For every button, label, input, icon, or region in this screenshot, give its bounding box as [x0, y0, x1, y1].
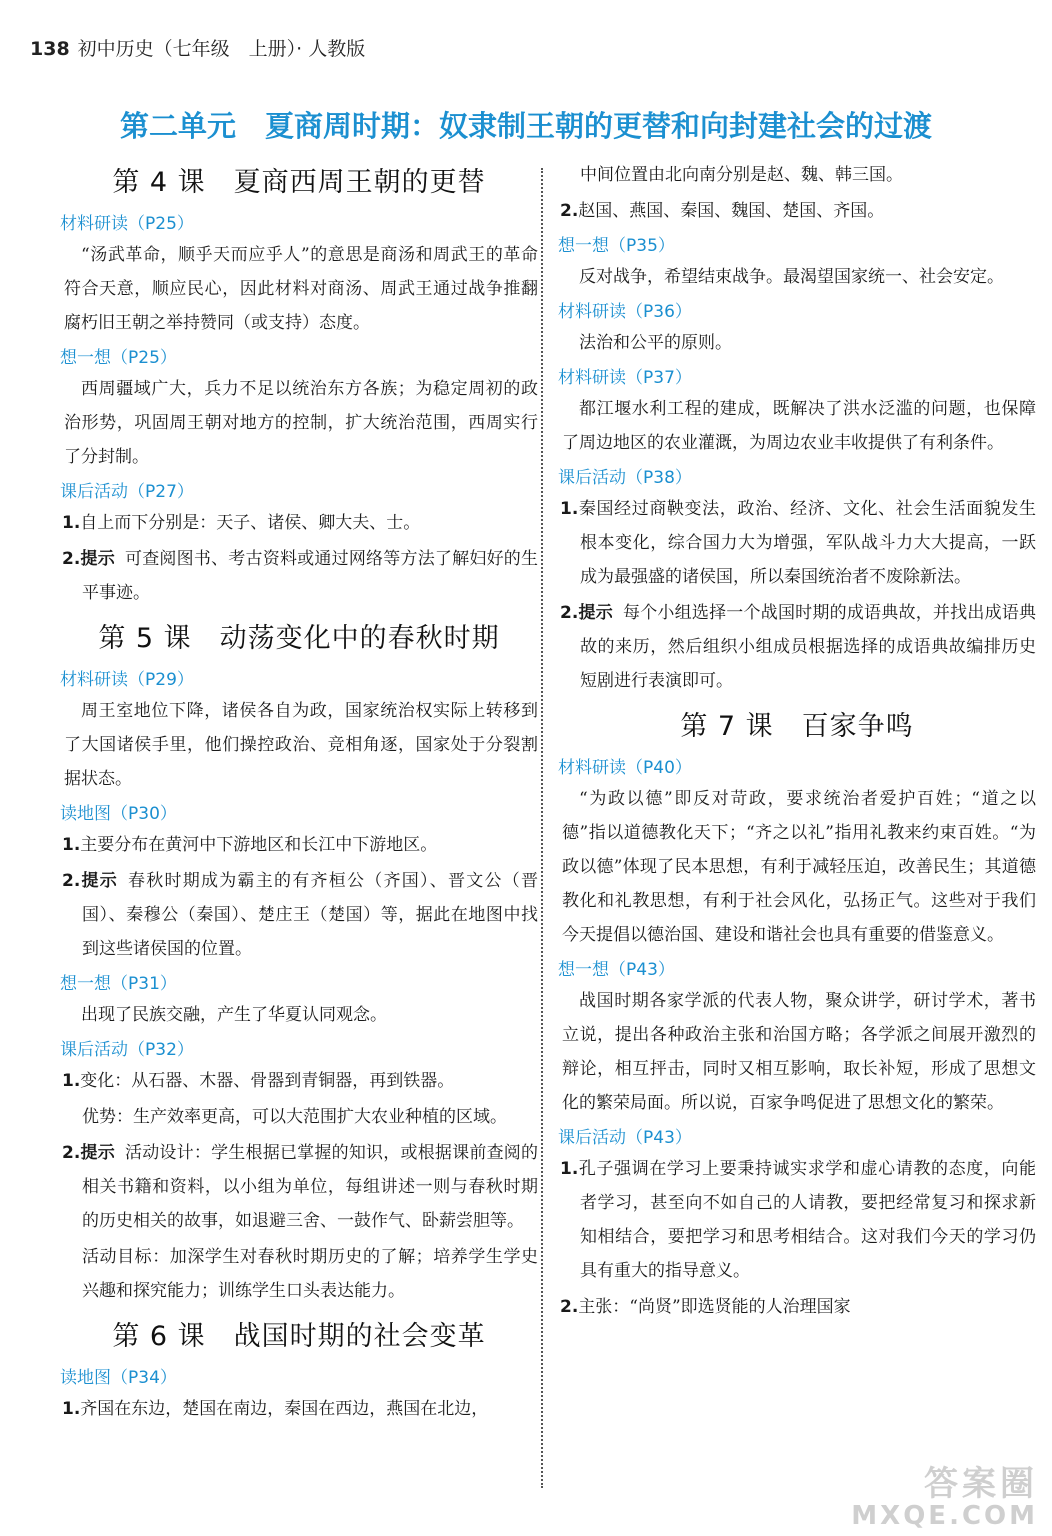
- watermark-text: 答案圈: [924, 1464, 1038, 1505]
- tip-label: 提示: [578, 603, 613, 623]
- answer-paragraph: “为政以德”即反对苛政，要求统治者爱护百姓；“道之以德”指以道德教化天下；“齐之以礼”指用礼教来约束百姓。“为政以德”体现了民本思想，有利于减轻压迫，改善民生；其道德教化和礼教思想，有利于社会风化，弘扬正气。这些对于我们今天提倡以德治国、建设和谐社会也具有重要的借鉴意义。: [562, 789, 1036, 945]
- item-number: 2.: [560, 603, 579, 623]
- item-text: 活动设计：学生根据已掌握的知识，或根据课前查阅的相关书籍和资料，以小组为单位，每组讲述一则与春秋时期的历史相关的故事，如退避三舍、一鼓作气、卧薪尝胆等。: [82, 1143, 539, 1231]
- section-heading: 想一想（P35）: [558, 236, 675, 256]
- item-text: 自上而下分别是：天子、诸侯、卿大夫、士。: [80, 513, 421, 533]
- watermark-logo: [851, 1464, 1038, 1531]
- answer-paragraph: 西周疆域广大，兵力不足以统治东方各族；为稳定周初的政治形势，巩固周王朝对地方的控制，扩大统治范围，西周实行了分封制。: [64, 379, 538, 467]
- section-heading: 课后活动（P32）: [60, 1040, 194, 1060]
- item-continuation: 优势：生产效率更高，可以大范围扩大农业种植的区域。: [82, 1107, 507, 1127]
- lesson-5-title: 第 5 课 动荡变化中的春秋时期: [98, 623, 500, 654]
- item-text: 齐国在东边，楚国在南边，秦国在西边，燕国在北边，: [80, 1399, 489, 1419]
- answer-item: [60, 542, 538, 610]
- answer-item: [558, 1152, 1036, 1288]
- section-heading: 材料研读（P37）: [558, 368, 692, 388]
- lesson-7-title: 第 7 课 百家争鸣: [680, 711, 914, 742]
- item-text: 赵国、燕国、秦国、魏国、楚国、齐国。: [578, 201, 885, 221]
- answer-item: [60, 1064, 538, 1098]
- answer-paragraph: 都江堰水利工程的建成，既解决了洪水泛滥的问题，也保障了周边地区的农业灌溉，为周边农业丰收提供了有利条件。: [562, 399, 1036, 453]
- answer-item: [558, 596, 1036, 698]
- item-number: 1.: [560, 499, 579, 519]
- left-column: [60, 158, 538, 1428]
- item-text: 主张：“尚贤”即选贤能的人治理国家: [578, 1297, 851, 1317]
- item-number: 2.: [560, 201, 579, 221]
- section-heading: 课后活动（P27）: [60, 482, 194, 502]
- section-heading: 课后活动（P38）: [558, 468, 692, 488]
- section-heading: 材料研读（P29）: [60, 670, 194, 690]
- answer-item: [60, 864, 538, 966]
- lesson-4-title: 第 4 课 夏商西周王朝的更替: [112, 167, 486, 198]
- item-number: 2.: [62, 871, 81, 891]
- item-text: 秦国经过商鞅变法，政治、经济、文化、社会生活面貌发生根本变化，综合国力大为增强，军队战斗力大大提高，一跃成为最强盛的诸侯国，所以秦国统治者不废除新法。: [578, 499, 1036, 587]
- answer-item: [60, 1392, 538, 1426]
- lesson-6-title: 第 6 课 战国时期的社会变革: [112, 1321, 486, 1352]
- page-header: [30, 34, 365, 61]
- item-text: 可查阅图书、考古资料或通过网络等方法了解妇好的生平事迹。: [82, 549, 539, 603]
- item-number: 1.: [62, 1071, 81, 1091]
- page-number: 138: [30, 38, 70, 60]
- answer-paragraph: 出现了民族交融，产生了华夏认同观念。: [81, 1005, 387, 1025]
- answer-paragraph: 法治和公平的原则。: [579, 333, 732, 353]
- item-number: 1.: [62, 1399, 81, 1419]
- answer-paragraph: 周王室地位下降，诸侯各自为政，国家统治权实际上转移到了大国诸侯手里，他们操控政治、竞相角逐，国家处于分裂割据状态。: [64, 701, 538, 789]
- section-heading: 课后活动（P43）: [558, 1128, 692, 1148]
- section-heading: 材料研读（P40）: [558, 758, 692, 778]
- item-number: 2.: [62, 549, 81, 569]
- section-heading: 读地图（P30）: [60, 804, 177, 824]
- answer-item: [558, 492, 1036, 594]
- section-heading: 材料研读（P36）: [558, 302, 692, 322]
- item-number: 1.: [62, 835, 81, 855]
- answer-paragraph: 战国时期各家学派的代表人物，聚众讲学，研讨学术，著书立说，提出各种政治主张和治国方略；各学派之间展开激烈的辩论，相互抨击，同时又相互影响，取长补短，形成了思想文化的繁荣局面。所以说，百家争鸣促进了思想文化的繁荣。: [562, 991, 1036, 1113]
- section-heading: 想一想（P31）: [60, 974, 177, 994]
- column-divider: [541, 168, 543, 1488]
- watermark-url: MXQE.COM: [851, 1500, 1038, 1531]
- section-heading: 材料研读（P25）: [60, 214, 194, 234]
- item-number: 1.: [62, 513, 81, 533]
- item-number: 2.: [62, 1143, 81, 1163]
- item-text: 主要分布在黄河中下游地区和长江中下游地区。: [80, 835, 438, 855]
- book-title: 初中历史（七年级 上册）· 人教版: [77, 38, 366, 60]
- item-text: 春秋时期成为霸主的有齐桓公（齐国）、晋文公（晋国）、秦穆公（秦国）、楚庄王（楚国）等，据此在地图中找到这些诸侯国的位置。: [82, 871, 539, 959]
- answer-paragraph: 反对战争，希望结束战争。最渴望国家统一、社会安定。: [579, 267, 1004, 287]
- item-continuation: 活动目标：加深学生对春秋时期历史的了解；培养学生学史兴趣和探究能力；训练学生口头表达能力。: [82, 1247, 538, 1301]
- tip-label: 提示: [80, 1143, 115, 1163]
- answer-paragraph: “汤武革命，顺乎天而应乎人”的意思是商汤和周武王的革命符合天意，顺应民心，因此材料对商汤、周武王通过战争推翻腐朽旧王朝之举持赞同（或支持）态度。: [64, 245, 538, 333]
- answer-item: [558, 194, 1036, 228]
- section-heading: 想一想（P25）: [60, 348, 177, 368]
- item-text: 每个小组选择一个战国时期的成语典故，并找出成语典故的来历，然后组织小组成员根据选择的成语典故编排历史短剧进行表演即可。: [580, 603, 1037, 691]
- answer-item: [60, 828, 538, 862]
- item-continuation: 中间位置由北向南分别是赵、魏、韩三国。: [580, 165, 903, 185]
- item-text: 变化：从石器、木器、骨器到青铜器，再到铁器。: [80, 1071, 455, 1091]
- unit-title: 第二单元 夏商周时期：奴隶制王朝的更替和向封建社会的过渡: [119, 109, 932, 143]
- section-heading: 读地图（P34）: [60, 1368, 177, 1388]
- right-column: [558, 158, 1036, 1326]
- answer-item: [60, 1136, 538, 1238]
- answer-item: [558, 1290, 1036, 1324]
- item-number: 1.: [560, 1159, 579, 1179]
- answer-item: [60, 506, 538, 540]
- tip-label: 提示: [80, 871, 119, 891]
- item-number: 2.: [560, 1297, 579, 1317]
- tip-label: 提示: [80, 549, 115, 569]
- section-heading: 想一想（P43）: [558, 960, 675, 980]
- item-text: 孔子强调在学习上要秉持诚实求学和虚心请教的态度，向能者学习，甚至向不如自己的人请教，要把经常复习和探求新知相结合，要把学习和思考相结合。这对我们今天的学习仍具有重大的指导意义。: [578, 1159, 1036, 1281]
